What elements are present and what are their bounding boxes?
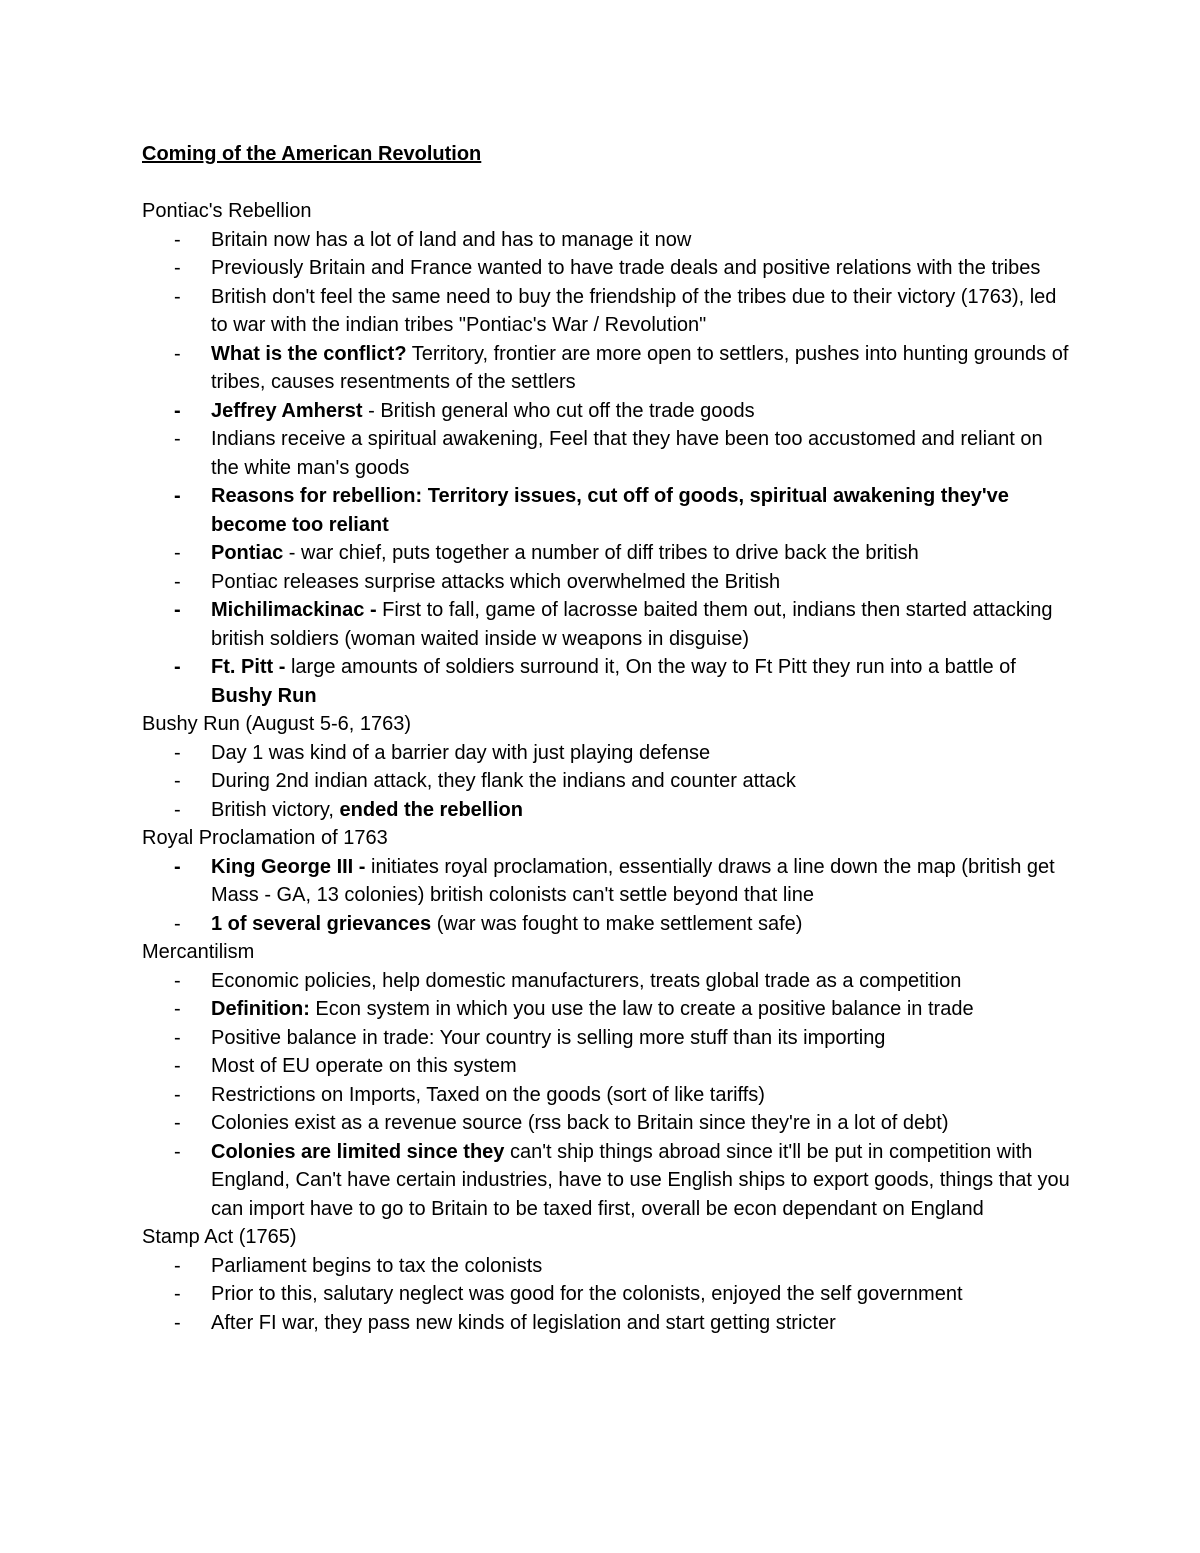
bullet-item [142,482,1072,539]
bullet-dash: - [174,855,181,878]
bullet-dash: - [174,285,181,308]
bullet-text-bold: Jeffrey Amherst [211,399,363,422]
bullet-dash: - [174,342,181,365]
bullet-text-bold: Definition: [211,998,310,1020]
document-page [142,140,1072,1337]
bullet-item [142,653,1072,710]
bullet-dash: - [174,1055,181,1077]
bullet-text: British victory, [211,798,340,821]
bullet-item [142,340,1072,397]
bullet-text: Previously Britain and France wanted to have trade deals and positive relations with the tribes [211,257,1041,279]
bullet-item [142,1138,1072,1224]
bullet-item [142,853,1072,910]
bullet-item [142,1024,1072,1053]
bullet-list [142,1252,1072,1338]
bullet-text-bold: Colonies are limited since they [211,1140,505,1163]
bullet-text: initiates royal proclamation, essentially draws a line down the map (british get Mass - GA, 13 colonies) british colonists can't settle beyond that line [211,855,1055,906]
section-heading: Stamp Act (1765) [142,1226,297,1248]
bullet-text-bold: King George III - [211,855,372,878]
bullet-list [142,226,1072,711]
bullet-item [142,739,1072,768]
bullet-item [142,254,1072,283]
bullet-item [142,283,1072,340]
bullet-item [142,1081,1072,1110]
bullet-item [142,796,1072,825]
bullet-item [142,1109,1072,1138]
bullet-item [142,967,1072,996]
bullet-text: Day 1 was kind of a barrier day with just playing defense [211,741,711,764]
document-body [142,197,1072,1337]
bullet-text: Restrictions on Imports, Taxed on the goods (sort of like tariffs) [211,1083,765,1106]
bullet-dash: - [174,485,181,507]
bullet-text-bold: Michilimackinac - [211,599,383,621]
bullet-text: Colonies exist as a revenue source (rss back to Britain since they're in a lot of debt) [211,1112,949,1134]
bullet-text: Positive balance in trade: Your country is selling more stuff than its importing [211,1026,886,1049]
bullet-dash: - [174,542,181,564]
bullet-text: - British general who cut off the trade goods [362,399,755,422]
bullet-item [142,767,1072,796]
bullet-dash: - [174,656,181,678]
bullet-item [142,1309,1072,1338]
bullet-text-bold: What is the conflict? [211,342,407,365]
bullet-dash: - [174,912,181,935]
bullet-list [142,967,1072,1224]
bullet-text: Territory, frontier are more open to settlers, pushes into hunting grounds of tribes, causes resentments of the settlers [211,342,1069,393]
bullet-item [142,995,1072,1024]
section-heading: Mercantilism [142,941,255,963]
section-heading: Bushy Run (August 5-6, 1763) [142,713,412,735]
bullet-dash: - [174,570,181,593]
bullet-text: After FI war, they pass new kinds of legislation and start getting stricter [211,1311,836,1334]
bullet-dash: - [174,770,181,792]
bullet-text: British don't feel the same need to buy the friendship of the tribes due to their victory (1763), led to war with the indian tribes "Pontiac's War / Revolution" [211,285,1057,336]
bullet-list [142,853,1072,939]
bullet-text: Pontiac releases surprise attacks which overwhelmed the British [211,570,781,593]
bullet-dash: - [174,228,181,251]
bullet-text: Indians receive a spiritual awakening, Feel that they have been too accustomed and reliant on the white man's goods [211,428,1043,479]
bullet-item [142,539,1072,568]
bullet-dash: - [174,798,181,821]
bullet-dash: - [174,1083,181,1106]
bullet-text: Economic policies, help domestic manufacturers, treats global trade as a competition [211,969,962,992]
bullet-text: Prior to this, salutary neglect was good for the colonists, enjoyed the self government [211,1283,963,1305]
bullet-dash: - [174,399,181,422]
bullet-item [142,1280,1072,1309]
bullet-text: (war was fought to make settlement safe) [431,912,803,935]
bullet-text: Parliament begins to tax the colonists [211,1254,543,1277]
bullet-text: can't ship things abroad since it'll be put in competition with England, Can't have certain industries, have to use English ships to export goods, things that you can import have to go to Britain to be taxed first, overall be econ dependant on England [211,1140,1070,1220]
bullet-dash: - [174,428,181,450]
bullet-text: During 2nd indian attack, they flank the indians and counter attack [211,770,796,792]
document-title: Coming of the American Revolution [142,143,482,165]
bullet-item [142,1252,1072,1281]
bullet-dash: - [174,1140,181,1163]
bullet-text-bold: Bushy Run [211,684,317,707]
bullet-item [142,910,1072,939]
bullet-text: First to fall, game of lacrosse baited them out, indians then started attacking british soldiers (woman waited inside w weapons in disguise) [211,599,1053,650]
bullet-dash: - [174,998,181,1020]
bullet-dash: - [174,257,181,279]
bullet-dash: - [174,599,181,621]
bullet-dash: - [174,969,181,992]
bullet-item [142,425,1072,482]
bullet-dash: - [174,1112,181,1134]
bullet-list [142,739,1072,825]
bullet-text: Most of EU operate on this system [211,1055,517,1077]
bullet-dash: - [174,1311,181,1334]
bullet-text-bold: Pontiac [211,542,284,564]
bullet-text: large amounts of soldiers surround it, On the way to Ft Pitt they run into a battle of [290,656,1016,678]
bullet-dash: - [174,1254,181,1277]
bullet-item [142,596,1072,653]
section-heading: Pontiac's Rebellion [142,200,312,222]
bullet-text-bold: Reasons for rebellion: Territory issues, cut off of goods, spiritual awakening they've become too reliant [211,485,1009,536]
bullet-text-bold: 1 of several grievances [211,912,432,935]
bullet-item [142,226,1072,255]
bullet-item [142,1052,1072,1081]
bullet-item [142,568,1072,597]
bullet-text: Britain now has a lot of land and has to manage it now [211,228,692,251]
section-heading: Royal Proclamation of 1763 [142,827,388,849]
bullet-text-bold: ended the rebellion [339,798,523,821]
bullet-dash: - [174,741,181,764]
bullet-dash: - [174,1026,181,1049]
bullet-text: Econ system in which you use the law to create a positive balance in trade [309,998,974,1020]
bullet-text-bold: Ft. Pitt - [211,656,291,678]
bullet-item [142,397,1072,426]
bullet-text: - war chief, puts together a number of diff tribes to drive back the british [283,542,919,564]
bullet-dash: - [174,1283,181,1305]
